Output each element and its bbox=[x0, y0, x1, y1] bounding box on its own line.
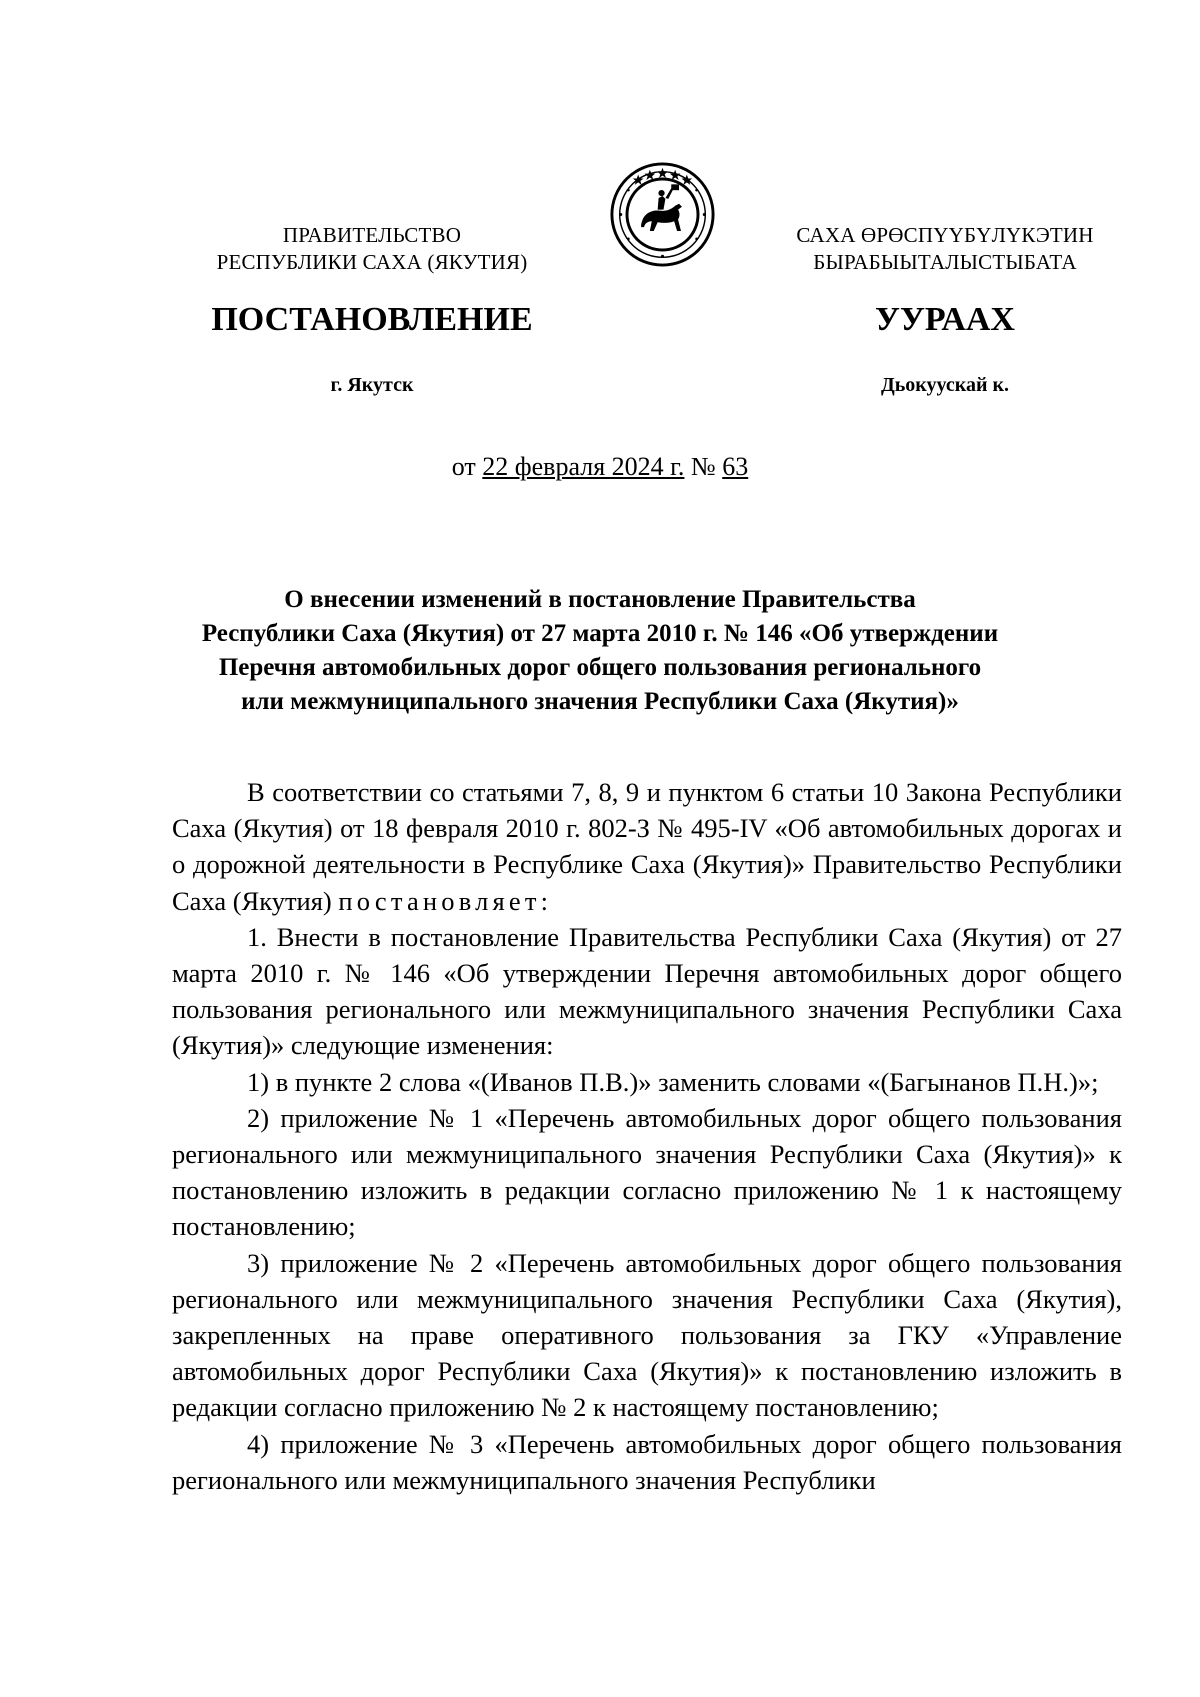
document-title-sakha: УУРААХ bbox=[875, 301, 1015, 338]
preamble-paragraph bbox=[172, 774, 1122, 919]
city-sakha: Дьокуускай к. bbox=[880, 374, 1010, 396]
document-number: 63 bbox=[722, 452, 749, 481]
preamble-text: В соответствии со статьями 7, 8, 9 и пунктом 6 статьи 10 Закона Республики Саха (Якутия) от 18 февраля 2010 г. 802-З № 495-IV «Об автомобильных дорогах и о дорожной деятельности в Республике Саха (Якутия)» Правительство Республики Саха (Якутия) bbox=[172, 777, 1122, 916]
subitem-3-paragraph: 3) приложение № 2 «Перечень автомобильных дорог общего пользования регионального или межмуниципального значения Республики Саха (Якутия), закрепленных на праве оперативного пользования за ГКУ «Управление автомобильных дорог Республики Саха (Якутия)» к постановлению изложить в редакции согласно приложению № 2 к настоящему постановлению; bbox=[172, 1247, 1122, 1423]
subitem-1-paragraph: 1) в пункте 2 слова «(Иванов П.В.)» заменить словами «(Багынанов П.Н.)»; bbox=[247, 1066, 1099, 1097]
document-subject bbox=[150, 583, 1050, 719]
subject-line-1: О внесении изменений в постановление Правительства bbox=[284, 586, 916, 613]
coat-of-arms-emblem bbox=[609, 161, 716, 268]
organization-name-sakha bbox=[745, 222, 1145, 276]
subitem-4-paragraph: 4) приложение № 3 «Перечень автомобильных дорог общего пользования регионального или межмуниципального значения Республики bbox=[172, 1428, 1122, 1495]
document-body bbox=[172, 774, 1122, 1498]
document-date-number bbox=[0, 451, 1200, 483]
city-russian: г. Якутск bbox=[330, 374, 414, 396]
org-sakha-line-2: БЫРАБЫЫТАЛЫСТЫБАТА bbox=[813, 250, 1077, 274]
subject-line-4: или межмуниципального значения Республики Саха (Якутия)» bbox=[241, 688, 959, 715]
item-1-paragraph: 1. Внести в постановление Правительства Республики Саха (Якутия) от 27 марта 2010 г. № 146 «Об утверждении Перечня автомобильных дорог общего пользования регионального или межмуниципального значения Республики Саха (Якутия)» следующие изменения: bbox=[172, 921, 1122, 1061]
document-title-russian: ПОСТАНОВЛЕНИЕ bbox=[211, 301, 533, 338]
subject-line-2: Республики Саха (Якутия) от 27 марта 2010 г. № 146 «Об утверждении bbox=[201, 620, 999, 647]
document-date: 22 февраля 2024 г. bbox=[482, 452, 685, 481]
org-sakha-line-1: САХА ӨРӨСПҮҮБҮЛҮКЭТИН bbox=[796, 223, 1094, 247]
date-prefix: от bbox=[451, 452, 476, 481]
org-ru-line-1: ПРАВИТЕЛЬСТВО bbox=[282, 223, 462, 247]
subitem-2-paragraph: 2) приложение № 1 «Перечень автомобильных дорог общего пользования регионального или межмуниципального значения Республики Саха (Якутия)» к постановлению изложить в редакции согласно приложению № 1 к настоящему постановлению; bbox=[172, 1102, 1122, 1242]
subject-line-3: Перечня автомобильных дорог общего пользования регионального bbox=[218, 654, 982, 681]
number-prefix: № bbox=[690, 452, 716, 481]
org-ru-line-2: РЕСПУБЛИКИ САХА (ЯКУТИЯ) bbox=[216, 250, 528, 274]
organization-name-russian bbox=[162, 222, 582, 276]
resolves-word: постановляет: bbox=[338, 885, 553, 916]
